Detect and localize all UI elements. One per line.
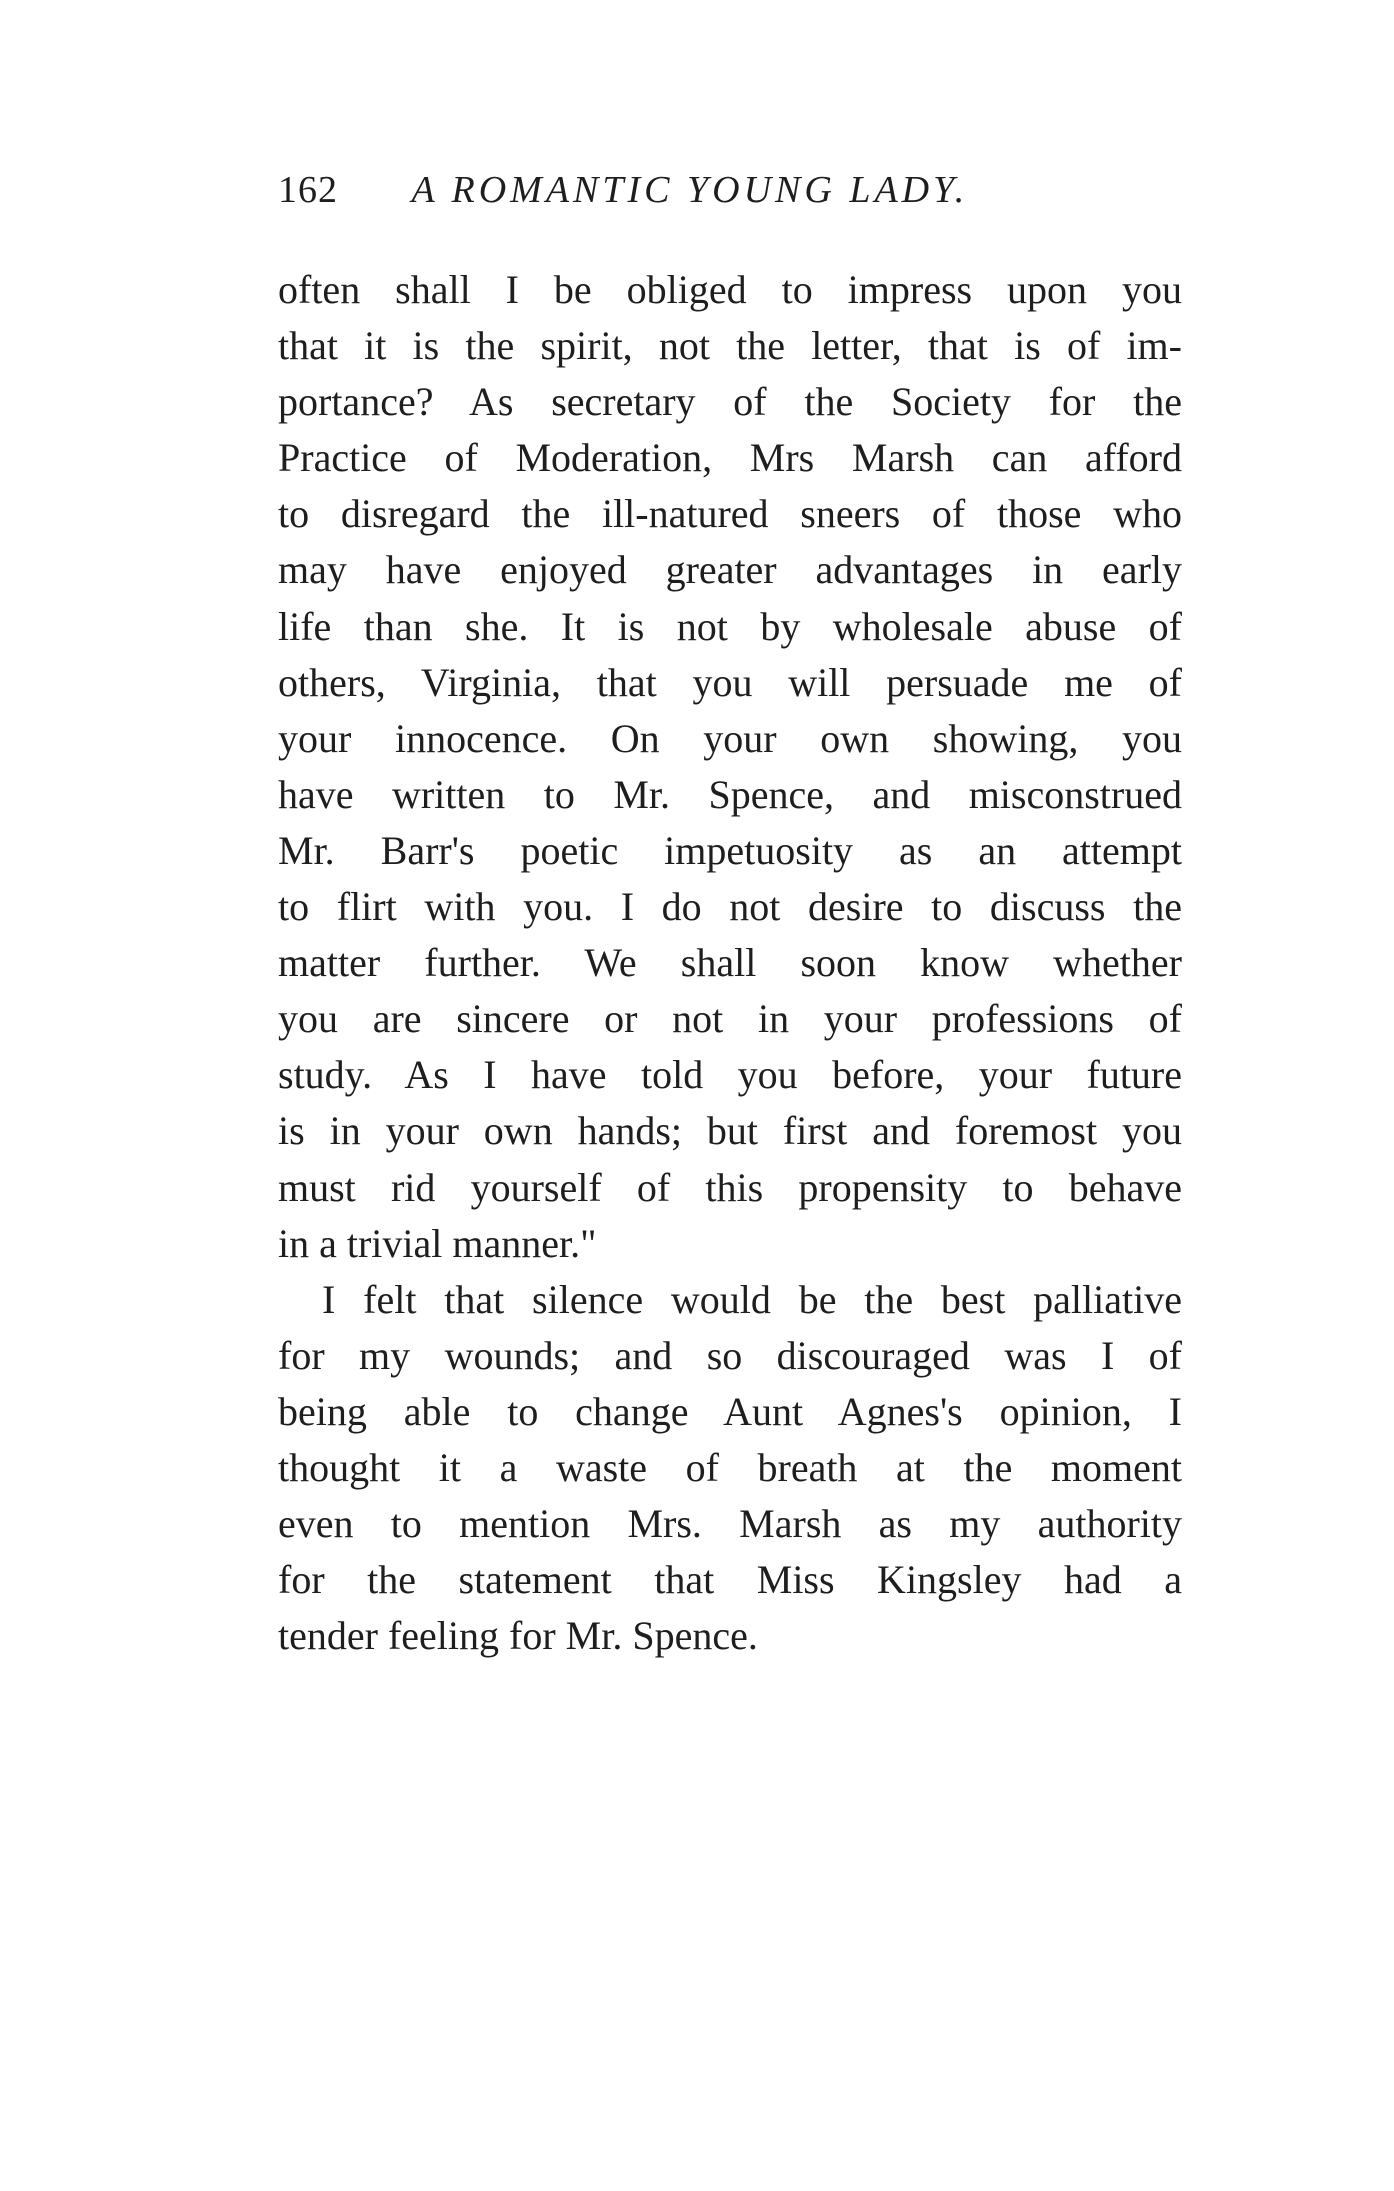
text-line: portance? As secretary of the Society for the — [278, 379, 1182, 425]
text-line: must rid yourself of this propensity to behave — [278, 1164, 1182, 1210]
page-number: 162 — [278, 169, 338, 211]
paragraph-end-line: in a trivial manner." — [278, 1220, 597, 1266]
paragraph-end-line: tender feeling for Mr. Spence. — [278, 1613, 758, 1659]
text-line: study. As I have told you before, your future — [278, 1052, 1182, 1098]
body-text — [278, 262, 1182, 1664]
text-line: for my wounds; and so discouraged was I of — [278, 1332, 1182, 1378]
text-line: others, Virginia, that you will persuade me of — [278, 659, 1182, 705]
text-line: is in your own hands; but first and foremost you — [278, 1108, 1182, 1154]
text-line: for the statement that Miss Kingsley had a — [278, 1557, 1182, 1603]
text-line: Mr. Barr's poetic impetuosity as an attempt — [278, 827, 1182, 873]
text-line: may have enjoyed greater advantages in early — [278, 547, 1182, 593]
running-head — [278, 160, 1178, 220]
text-line: to flirt with you. I do not desire to discuss the — [278, 884, 1182, 930]
text-line: that it is the spirit, not the letter, that is of im- — [278, 323, 1182, 369]
text-line: have written to Mr. Spence, and misconstrued — [278, 771, 1182, 817]
text-line: often shall I be obliged to impress upon you — [278, 267, 1182, 312]
text-line: you are sincere or not in your professions of — [278, 996, 1182, 1042]
text-line: being able to change Aunt Agnes's opinion, I — [278, 1388, 1182, 1434]
text-line: to disregard the ill-natured sneers of those who — [278, 491, 1182, 537]
text-line: life than she. It is not by wholesale abuse of — [278, 603, 1182, 649]
paragraph-start-line: I felt that silence would be the best palliative — [322, 1276, 1182, 1322]
text-line: your innocence. On your own showing, you — [278, 715, 1182, 761]
text-line: thought it a waste of breath at the moment — [278, 1444, 1182, 1490]
text-line: Practice of Moderation, Mrs Marsh can afford — [278, 435, 1182, 481]
running-title: A ROMANTIC YOUNG LADY. — [411, 169, 969, 211]
text-line: even to mention Mrs. Marsh as my authority — [278, 1501, 1182, 1547]
text-line: matter further. We shall soon know whether — [278, 940, 1182, 986]
